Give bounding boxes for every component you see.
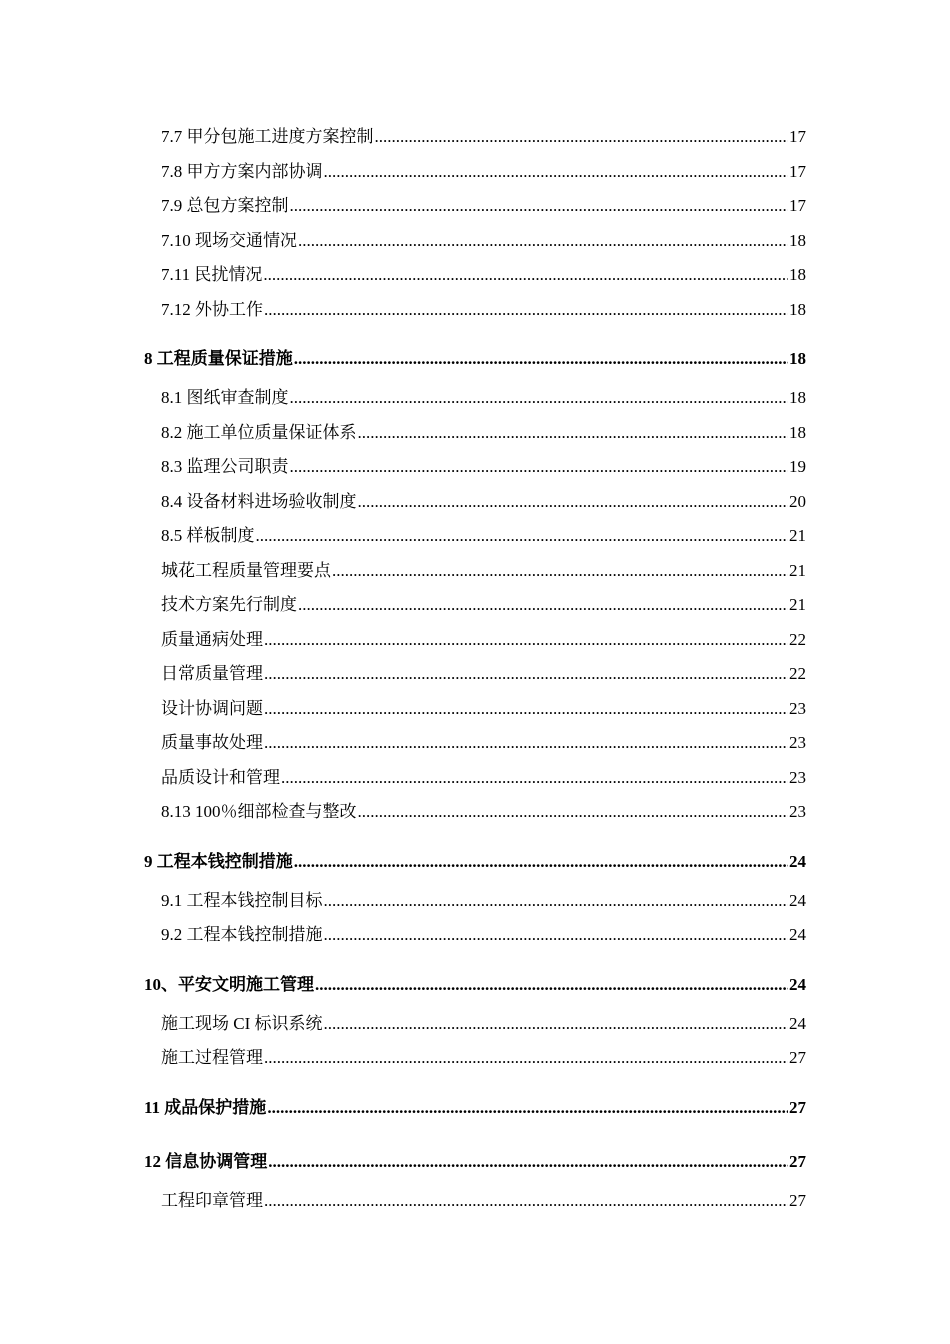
toc-entry-label: 品质设计和管理 [161, 767, 280, 787]
toc-dot-leader [290, 450, 789, 485]
toc-entry-label: 工程印章管理 [161, 1190, 263, 1210]
toc-entry[interactable] [144, 120, 806, 155]
toc-page-number: 23 [789, 733, 806, 752]
toc-chapter-label: 8 工程质量保证措施 [144, 349, 293, 368]
toc-entry-label: 施工现场 CI 标识系统 [161, 1013, 323, 1033]
toc-entry-label: 7.9 总包方案控制 [161, 196, 289, 215]
toc-entry[interactable] [144, 450, 806, 485]
toc-page-number: 21 [789, 595, 806, 614]
toc-entry[interactable] [144, 189, 806, 224]
toc-page-number: 21 [789, 526, 806, 545]
toc-entry-label: 8.13 100％细部检查与整改 [161, 802, 357, 821]
toc-entry-label: 技术方案先行制度 [161, 595, 297, 614]
toc-dot-leader [294, 337, 788, 381]
toc-entry[interactable] [144, 761, 806, 796]
toc-dot-leader [358, 795, 789, 830]
toc-dot-leader [332, 554, 788, 589]
toc-dot-leader [324, 884, 789, 919]
toc-entry-label: 8.4 设备材料进场验收制度 [161, 491, 357, 511]
toc-page-number: 18 [789, 299, 806, 319]
toc-chapter-label: 11 成品保护措施 [144, 1097, 267, 1117]
toc-entry-label: 7.11 民扰情况 [161, 265, 263, 284]
toc-entry-label: 8.1 图纸审查制度 [161, 388, 289, 407]
toc-dot-leader [315, 963, 788, 1007]
toc-dot-leader [268, 1140, 788, 1184]
toc-entry-label: 城花工程质量管理要点 [161, 560, 331, 580]
toc-entry-label: 8.5 样板制度 [161, 526, 255, 545]
toc-page-number: 19 [789, 457, 806, 476]
toc-page-number: 27 [789, 1048, 806, 1067]
toc-chapter-entry[interactable] [144, 337, 806, 381]
toc-page-number: 24 [789, 851, 806, 871]
toc-entry[interactable] [144, 258, 806, 293]
toc-dot-leader [298, 588, 788, 623]
toc-page-number: 17 [789, 196, 806, 215]
toc-page-number: 18 [789, 230, 806, 250]
toc-entry-label: 7.7 甲分包施工进度方案控制 [161, 127, 374, 146]
toc-chapter-entry[interactable] [144, 840, 806, 884]
toc-dot-leader [267, 1086, 788, 1130]
toc-dot-leader [256, 519, 789, 554]
toc-entry[interactable] [144, 416, 806, 451]
toc-chapter-label: 10、平安文明施工管理 [144, 974, 314, 994]
toc-entry[interactable] [144, 884, 806, 919]
toc-page-number: 18 [789, 422, 806, 442]
toc-entry[interactable] [144, 726, 806, 761]
toc-chapter-entry[interactable] [144, 1086, 806, 1130]
toc-dot-leader [264, 657, 788, 692]
toc-dot-leader [358, 485, 789, 520]
toc-entry-label: 9.1 工程本钱控制目标 [161, 890, 323, 910]
toc-entry-label: 8.2 施工单位质量保证体系 [161, 422, 357, 442]
toc-chapter-label: 9 工程本钱控制措施 [144, 851, 293, 871]
toc-page-number: 24 [789, 1013, 806, 1033]
toc-entry[interactable] [144, 554, 806, 589]
toc-dot-leader [298, 224, 788, 259]
toc-dot-leader [264, 692, 788, 727]
toc-page-number: 20 [789, 491, 806, 511]
toc-entry-label: 质量事故处理 [161, 733, 263, 752]
toc-dot-leader [264, 1184, 788, 1219]
toc-page-number: 23 [789, 767, 806, 787]
toc-entry[interactable] [144, 293, 806, 328]
table-of-contents [144, 120, 806, 1218]
toc-page-number: 21 [789, 560, 806, 580]
toc-page-number: 24 [789, 890, 806, 910]
toc-dot-leader [358, 416, 789, 451]
toc-entry-label: 日常质量管理 [161, 664, 263, 683]
toc-page-number: 23 [789, 802, 806, 821]
toc-entry-label: 质量通病处理 [161, 629, 263, 649]
toc-dot-leader [263, 258, 788, 293]
toc-entry[interactable] [144, 224, 806, 259]
toc-entry[interactable] [144, 1041, 806, 1076]
toc-dot-leader [324, 1007, 789, 1042]
toc-chapter-label: 12 信息协调管理 [144, 1151, 268, 1171]
toc-page-number: 27 [789, 1097, 806, 1117]
toc-entry[interactable] [144, 918, 806, 953]
toc-entry[interactable] [144, 692, 806, 727]
toc-page-number: 27 [789, 1151, 806, 1171]
toc-dot-leader [375, 120, 789, 155]
toc-dot-leader [324, 155, 789, 190]
toc-chapter-entry[interactable] [144, 1140, 806, 1184]
toc-entry[interactable] [144, 1184, 806, 1219]
toc-page-number: 27 [789, 1190, 806, 1210]
toc-dot-leader [290, 189, 789, 224]
toc-entry[interactable] [144, 623, 806, 658]
toc-page-number: 17 [789, 127, 806, 146]
toc-page-number: 24 [789, 974, 806, 994]
toc-dot-leader [264, 726, 788, 761]
toc-entry-label: 7.8 甲方方案内部协调 [161, 161, 323, 181]
toc-dot-leader [294, 840, 788, 884]
toc-entry[interactable] [144, 155, 806, 190]
toc-dot-leader [281, 761, 788, 796]
toc-entry[interactable] [144, 381, 806, 416]
toc-entry-label: 7.10 现场交通情况 [161, 230, 297, 250]
toc-page-number: 23 [789, 698, 806, 718]
toc-page-number: 22 [789, 664, 806, 683]
toc-entry[interactable] [144, 657, 806, 692]
toc-entry-label: 施工过程管理 [161, 1048, 263, 1067]
toc-dot-leader [264, 623, 788, 658]
toc-entry[interactable] [144, 588, 806, 623]
toc-page-number: 18 [789, 388, 806, 407]
toc-entry[interactable] [144, 795, 806, 830]
toc-page-number: 24 [789, 925, 806, 944]
toc-entry-label: 7.12 外协工作 [161, 299, 263, 319]
toc-dot-leader [264, 293, 788, 328]
toc-page-number: 22 [789, 629, 806, 649]
toc-entry-label: 8.3 监理公司职责 [161, 457, 289, 476]
toc-entry[interactable] [144, 1007, 806, 1042]
toc-entry[interactable] [144, 485, 806, 520]
toc-chapter-entry[interactable] [144, 963, 806, 1007]
toc-entry-label: 设计协调问题 [161, 698, 263, 718]
toc-page-number: 18 [789, 265, 806, 284]
toc-dot-leader [324, 918, 789, 953]
toc-dot-leader [264, 1041, 788, 1076]
toc-page-number: 18 [789, 349, 806, 368]
toc-entry-label: 9.2 工程本钱控制措施 [161, 925, 323, 944]
toc-dot-leader [290, 381, 789, 416]
toc-entry[interactable] [144, 519, 806, 554]
toc-page-number: 17 [789, 161, 806, 181]
